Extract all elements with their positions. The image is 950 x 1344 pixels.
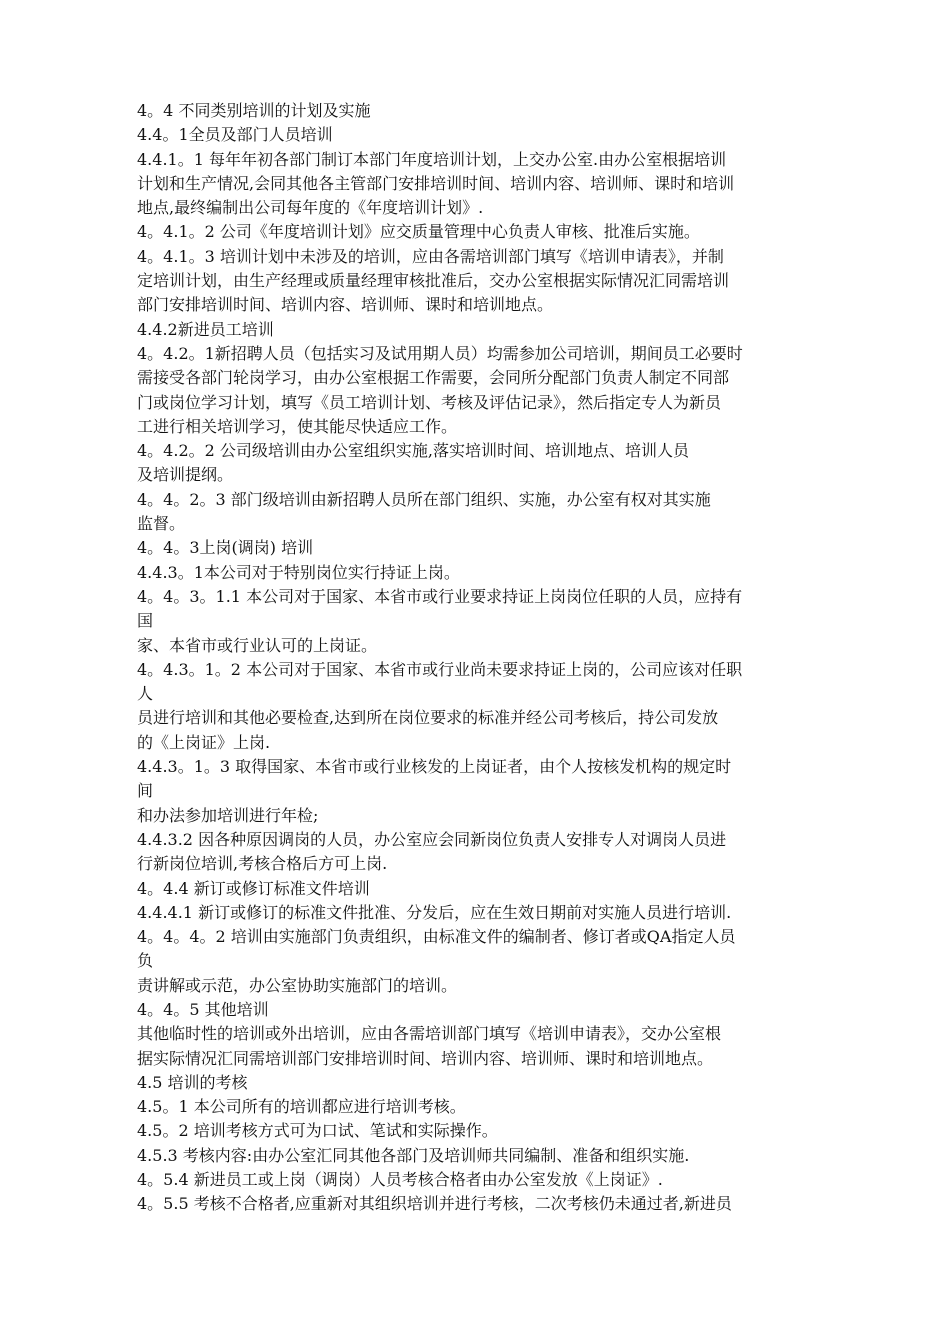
- text-line: 需接受各部门轮岗学习，由办公室根据工作需要，会同所分配部门负责人制定不同部: [137, 368, 730, 388]
- text-line: 4。4.1。3 培训计划中未涉及的培训，应由各需培训部门填写《培训申请表》，并制: [137, 246, 724, 266]
- text-line: 负: [137, 951, 154, 971]
- text-line: 4.5。1 本公司所有的培训都应进行培训考核。: [137, 1097, 466, 1117]
- text-line: 员进行培训和其他必要检查,达到所在岗位要求的标准并经公司考核后，持公司发放: [137, 708, 719, 728]
- text-line: 4.5。2 培训考核方式可为口试、笔试和实际操作。: [137, 1121, 498, 1141]
- text-line: 监督。: [137, 514, 186, 534]
- text-line: 4.4.1。1 每年年初各部门制订本部门年度培训计划，上交办公室.由办公室根据培训: [137, 149, 727, 169]
- text-line: 4。4。2。3 部门级培训由新招聘人员所在部门组织、实施，办公室有权对其实施: [137, 489, 711, 509]
- text-line: 责讲解或示范，办公室协助实施部门的培训。: [137, 975, 458, 995]
- text-line: 门或岗位学习计划，填写《员工培训计划、考核及评估记录》，然后指定专人为新员: [137, 392, 722, 412]
- text-line: 4.4.2新进员工培训: [137, 319, 274, 339]
- text-line: 间: [137, 781, 154, 801]
- text-line: 4。4.4 新订或修订标准文件培训: [137, 878, 370, 898]
- text-line: 4.5.3 考核内容:由办公室汇同其他各部门及培训师共同编制、准备和组织实施.: [137, 1145, 690, 1165]
- text-line: 4。4.2。2 公司级培训由办公室组织实施,落实培训时间、培训地点、培训人员: [137, 441, 689, 461]
- text-line: 4。4.1。2 公司《年度培训计划》应交质量管理中心负责人审核、批准后实施。: [137, 222, 700, 242]
- text-line: 4。4。5 其他培训: [137, 999, 269, 1019]
- text-line: 计划和生产情况,会同其他各主管部门安排培训时间、培训内容、培训师、课时和培训: [137, 173, 735, 193]
- text-line: 4.4.3。1本公司对于特别岗位实行持证上岗。: [137, 562, 460, 582]
- text-line: 行新岗位培训,考核合格后方可上岗.: [137, 854, 388, 874]
- text-line: 4.5 培训的考核: [137, 1072, 248, 1092]
- text-line: 4。5.4 新进员工或上岗（调岗）人员考核合格者由办公室发放《上岗证》.: [137, 1170, 663, 1190]
- text-line: 4。4。4。2 培训由实施部门负责组织，由标准文件的编制者、修订者或QA指定人员: [137, 927, 736, 947]
- text-line: 定培训计划，由生产经理或质量经理审核批准后，交办公室根据实际情况汇同需培训: [137, 271, 730, 291]
- text-line: 地点,最终编制出公司每年度的《年度培训计划》.: [137, 198, 484, 218]
- text-line: 国: [137, 611, 154, 631]
- text-line: 4。4。3上岗(调岗) 培训: [137, 538, 314, 558]
- text-line: 工进行相关培训学习，使其能尽快适应工作。: [137, 416, 458, 436]
- text-line: 4。4 不同类别培训的计划及实施: [137, 101, 371, 120]
- text-line: 4.4.4.1 新订或修订的标准文件批准、分发后，应在生效日期前对实施人员进行培训.: [137, 902, 732, 922]
- text-line: 4.4.3.2 因各种原因调岗的人员，办公室应会同新岗位负责人安排专人对调岗人员进: [137, 829, 727, 849]
- text-line: 部门安排培训时间、培训内容、培训师、课时和培训地点。: [137, 295, 554, 315]
- text-line: 4.4。1全员及部门人员培训: [137, 125, 333, 145]
- text-line: 4。4.2。1新招聘人员（包括实习及试用期人员）均需参加公司培训，期间员工必要时: [137, 343, 743, 363]
- text-line: 4。4。3。1.1 本公司对于国家、本省市或行业要求持证上岗岗位任职的人员，应持有: [137, 586, 743, 606]
- text-line: 人: [137, 684, 154, 704]
- text-line: 的《上岗证》上岗.: [137, 732, 271, 752]
- text-line: 4.4.3。1。3 取得国家、本省市或行业核发的上岗证者，由个人按核发机构的规定时: [137, 757, 732, 777]
- text-line: 4。4.3。1。2 本公司对于国家、本省市或行业尚未要求持证上岗的，公司应该对任职: [137, 659, 743, 679]
- text-line: 家、本省市或行业认可的上岗证。: [137, 635, 378, 655]
- text-line: 据实际情况汇同需培训部门安排培训时间、培训内容、培训师、课时和培训地点。: [137, 1048, 714, 1068]
- text-line: 及培训提纲。: [137, 465, 234, 485]
- document-body: [137, 99, 867, 1217]
- text-line: 和办法参加培训进行年检;: [137, 805, 319, 825]
- text-line: 4。5.5 考核不合格者,应重新对其组织培训并进行考核，二次考核仍未通过者,新进员: [137, 1194, 732, 1214]
- text-line: 其他临时性的培训或外出培训，应由各需培训部门填写《培训申请表》，交办公室根: [137, 1024, 722, 1044]
